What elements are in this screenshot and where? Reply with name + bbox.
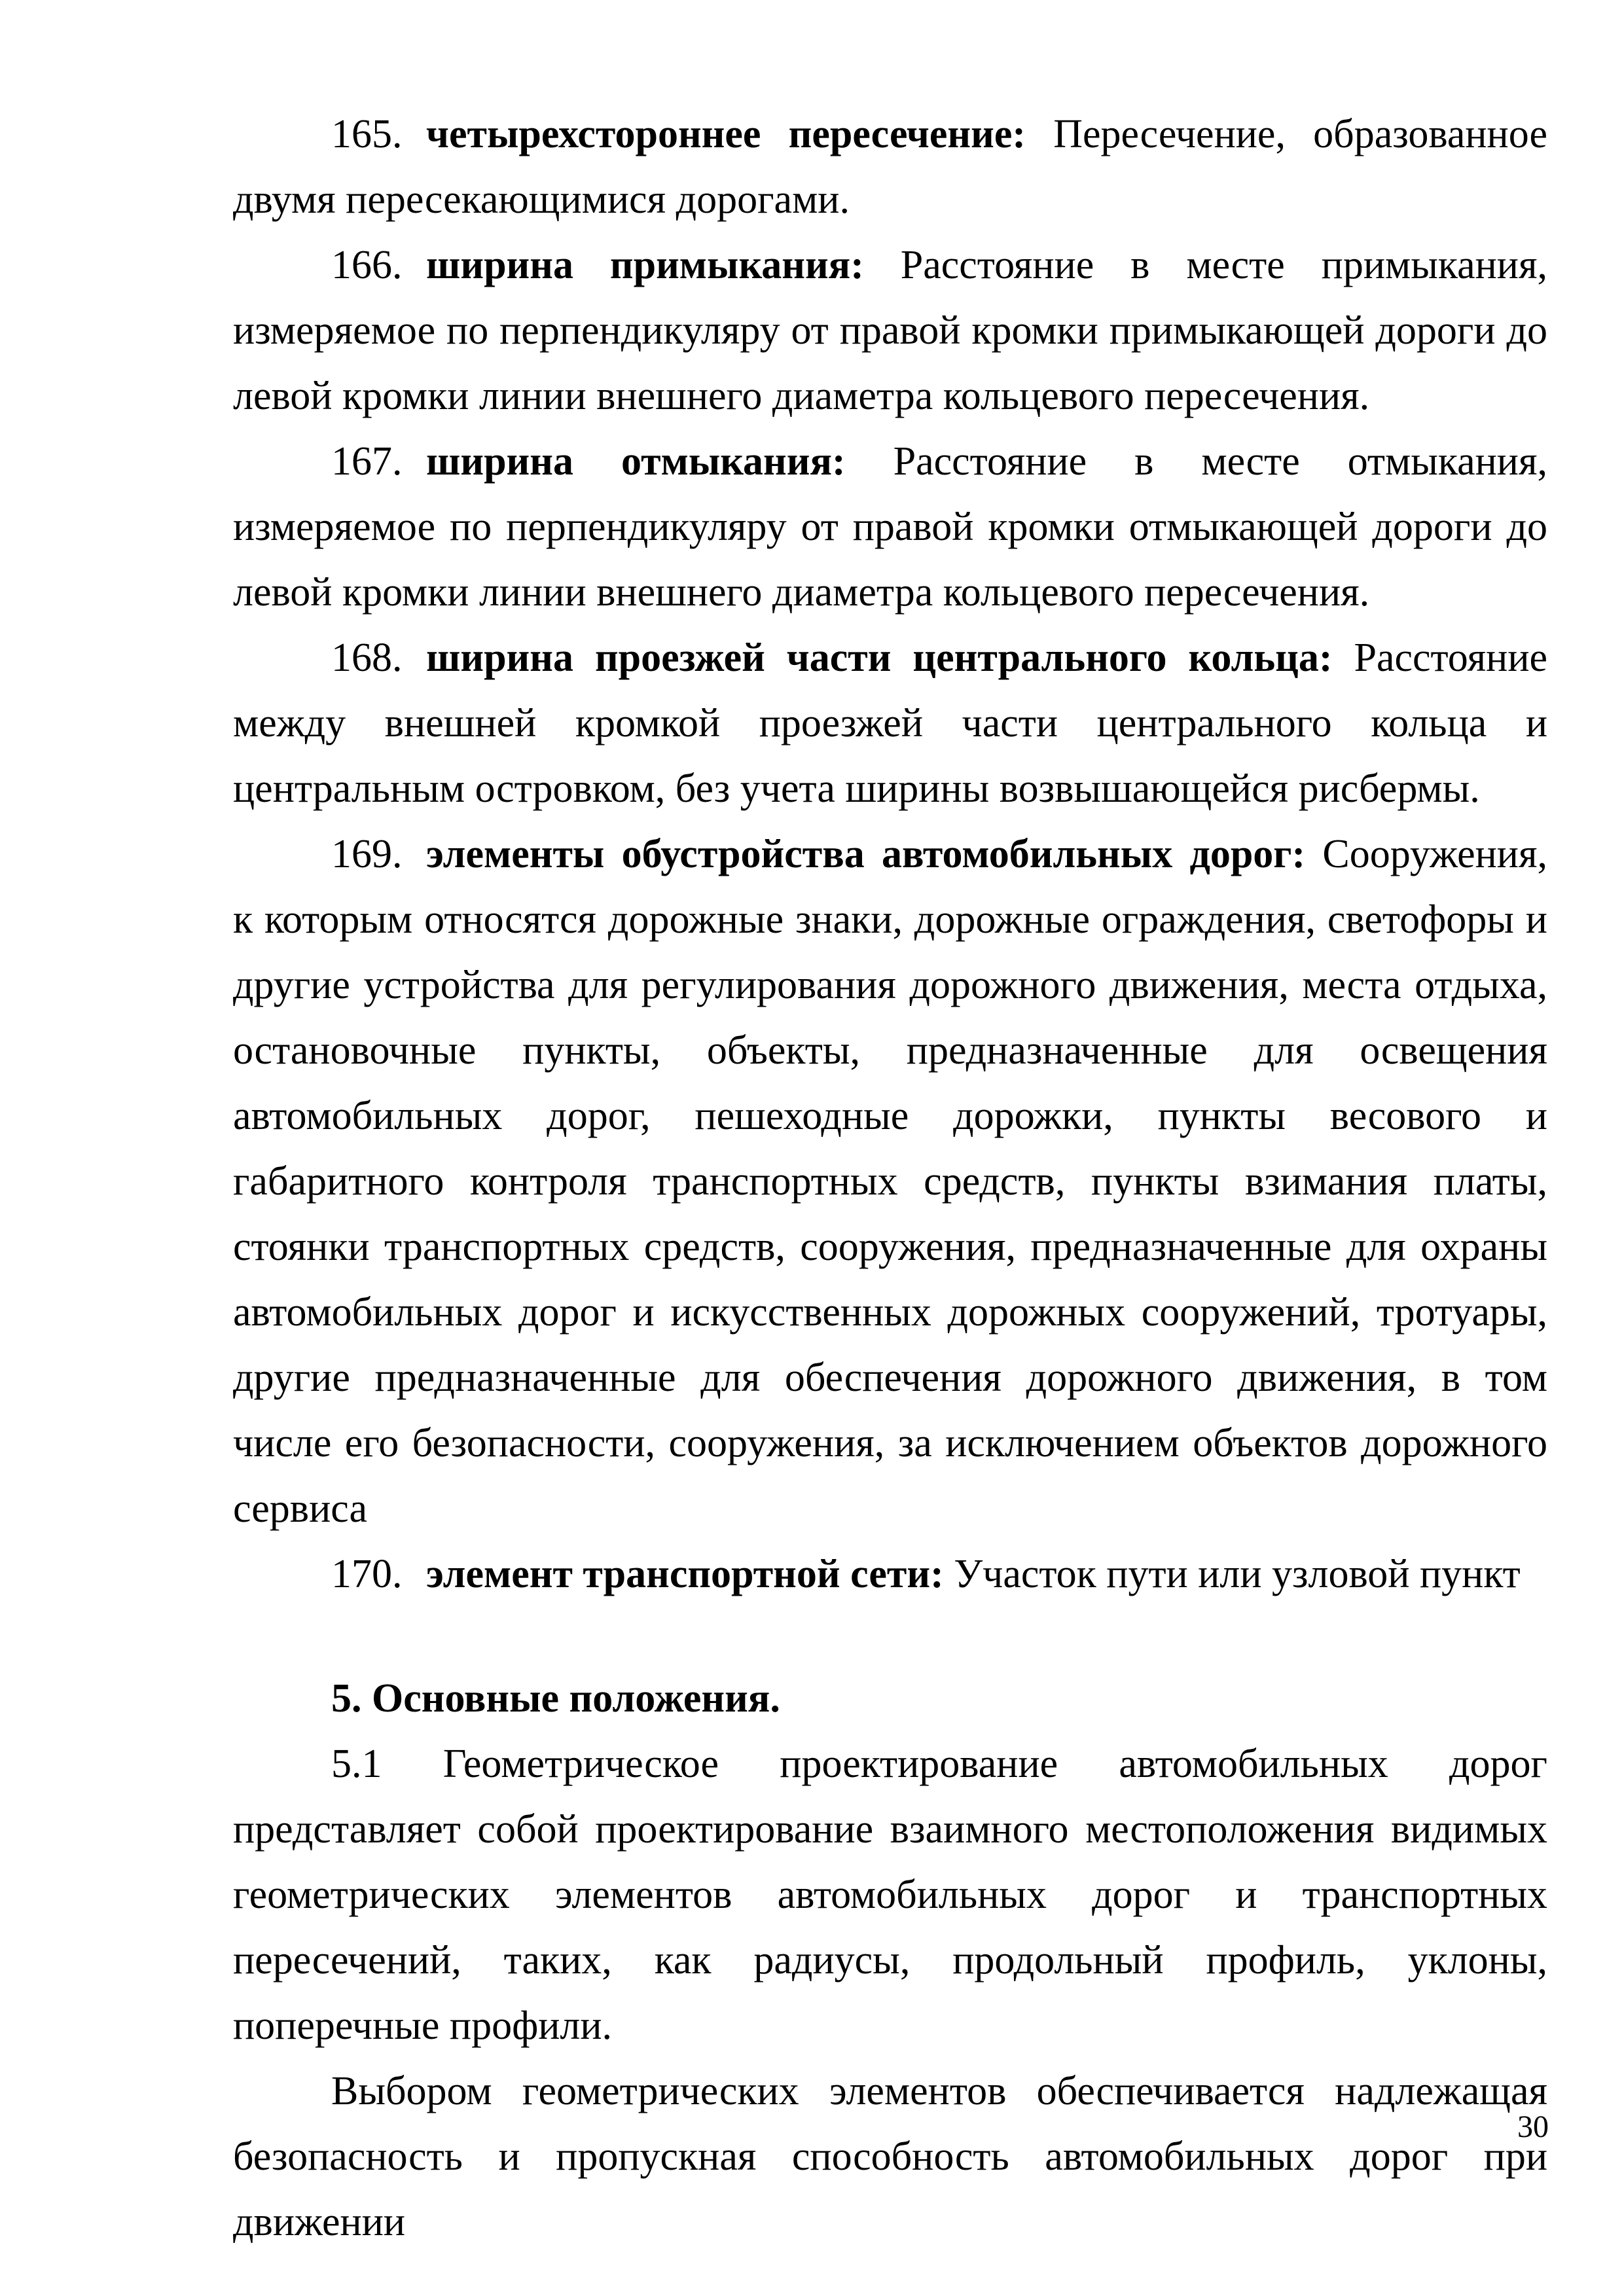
definition-term: четырехстороннее пересечение: [426, 112, 1026, 156]
section-paragraph-2: Выбором геометрических элементов обеспечивается надлежащая безопасность и пропускная способность автомобильных дорог при движении [233, 2069, 1547, 2244]
definition-166 [233, 232, 1547, 429]
definition-165 [233, 101, 1547, 232]
definition-text: Пересечение, образованное двумя пересекающимися дорогами. [233, 112, 1547, 222]
definition-number: 165. [331, 112, 403, 156]
definition-170 [233, 1541, 1547, 1607]
section-spacer [233, 1607, 1547, 1666]
definition-term: элемент транспортной сети: [426, 1552, 944, 1596]
definition-term: ширина отмыкания: [426, 439, 846, 484]
definition-text: Сооружения, к которым относятся дорожные знаки, дорожные ограждения, светофоры и другие устройства для регулирования дорожного движения, места отдыха, остановочные пункты, объекты, предназначенные для освещения автомобильных дорог, пешеходные дорожки, пункты весового и габаритного контроля транспортных средств, пункты взимания платы, стоянки транспортных средств, сооружения, предназначенные для охраны автомобильных дорог и искусственных дорожных сооружений, тротуары, другие предназначенные для обеспечения дорожного движения, в том числе его безопасности, сооружения, за исключением объектов дорожного сервиса [233, 832, 1548, 1531]
section-paragraph-1: 5.1 Геометрическое проектирование автомобильных дорог представляет собой проектирование взаимного местоположения видимых геометрических элементов автомобильных дорог и транспортных пересечений, таких, как радиусы, продольный профиль, уклоны, поперечные профили. [233, 1742, 1547, 2048]
page-number: 30 [1517, 2109, 1549, 2144]
definition-text: Участок пути или узловой пункт [954, 1552, 1521, 1596]
definition-term: ширина примыкания: [426, 243, 864, 287]
document-page [233, 101, 1547, 2255]
definition-number: 168. [331, 636, 403, 680]
definition-number: 167. [331, 439, 403, 484]
definition-term: ширина проезжей части центрального кольца: [426, 636, 1333, 680]
definition-number: 169. [331, 832, 403, 876]
definition-number: 166. [331, 243, 403, 287]
definition-text: Расстояние между внешней кромкой проезжей части центрального кольца и центральным островком, без учета ширины возвышающейся рисбермы. [233, 636, 1548, 811]
definition-term: элементы обустройства автомобильных дорог: [426, 832, 1306, 876]
definition-168 [233, 625, 1547, 821]
definition-text: Расстояние в месте отмыкания, измеряемое по перпендикуляру от правой кромки отмыкающей дороги до левой кромки линии внешнего диаметра кольцевого пересечения. [233, 439, 1548, 615]
definition-text: Расстояние в месте примыкания, измеряемое по перпендикуляру от правой кромки примыкающей дороги до левой кромки линии внешнего диаметра кольцевого пересечения. [233, 243, 1547, 418]
definition-169 [233, 821, 1547, 1541]
definition-number: 170. [331, 1552, 403, 1596]
section-title: 5. Основные положения. [331, 1676, 780, 1721]
definition-167 [233, 429, 1547, 625]
